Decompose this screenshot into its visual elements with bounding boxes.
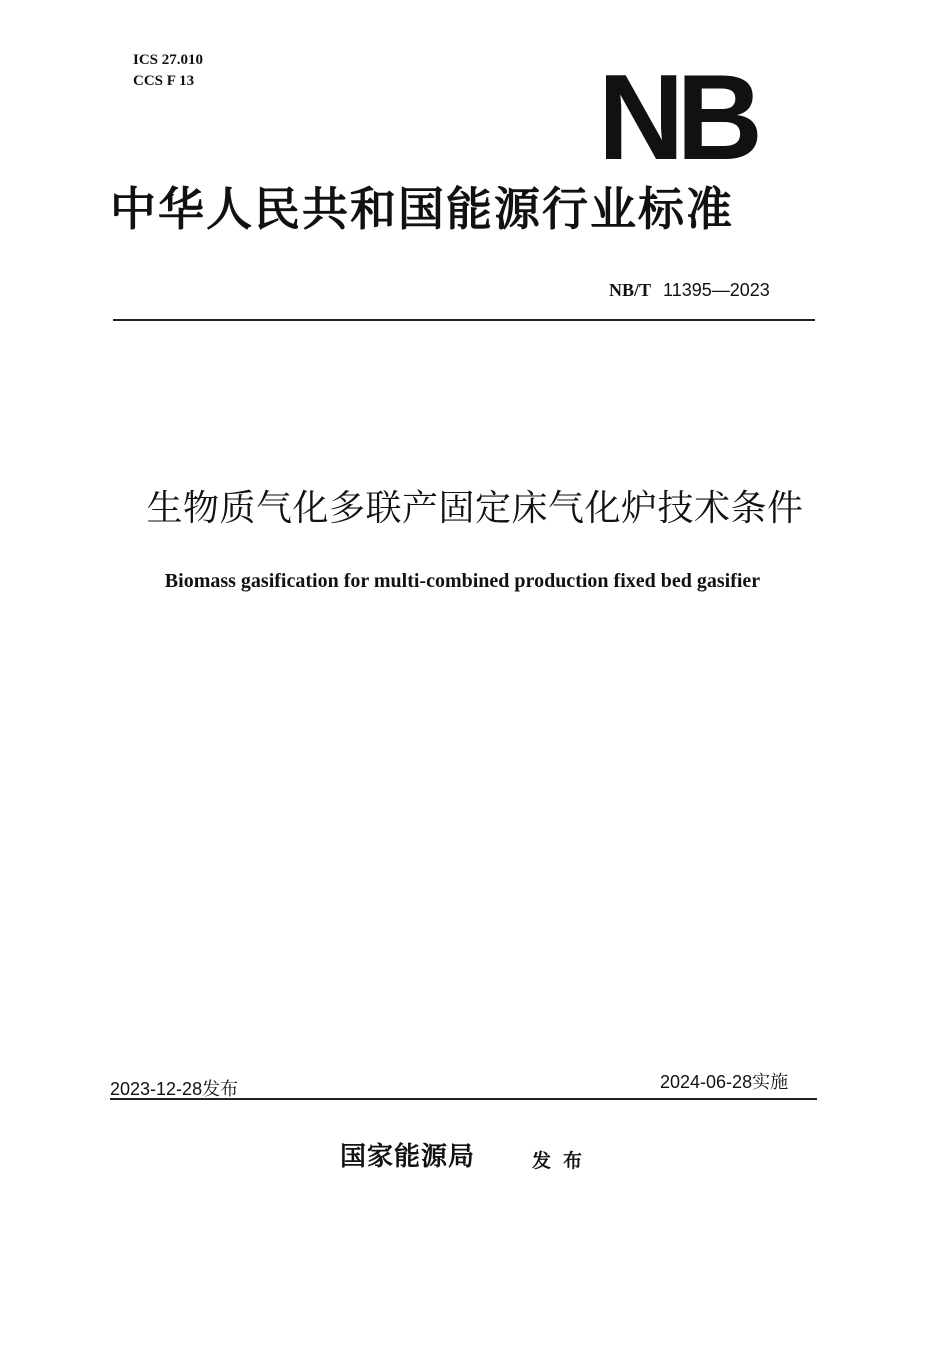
document-title-english: Biomass gasification for multi-combined production fixed bed gasifier bbox=[164, 570, 761, 592]
issue-date: 2023-12-28发布 bbox=[110, 1079, 239, 1099]
publish-label: 发布 bbox=[532, 1150, 595, 1172]
bottom-divider bbox=[110, 1098, 817, 1100]
ics-code: ICS 27.010 bbox=[133, 52, 204, 68]
ccs-code: CCS F 13 bbox=[133, 73, 195, 89]
classification-codes bbox=[133, 50, 203, 92]
implementation-date: 2024-06-28实施 bbox=[660, 1072, 789, 1092]
standard-code: 11395—2023 bbox=[663, 280, 770, 300]
nb-logo: NB bbox=[598, 49, 756, 185]
standard-number bbox=[609, 279, 770, 301]
organization-title: 中华人民共和国能源行业标准 bbox=[110, 182, 734, 236]
standard-prefix: NB/T bbox=[609, 280, 652, 300]
top-divider bbox=[113, 319, 815, 321]
document-title-chinese: 生物质气化多联产固定床气化炉技术条件 bbox=[146, 488, 804, 529]
publisher-name: 国家能源局 bbox=[340, 1142, 476, 1172]
